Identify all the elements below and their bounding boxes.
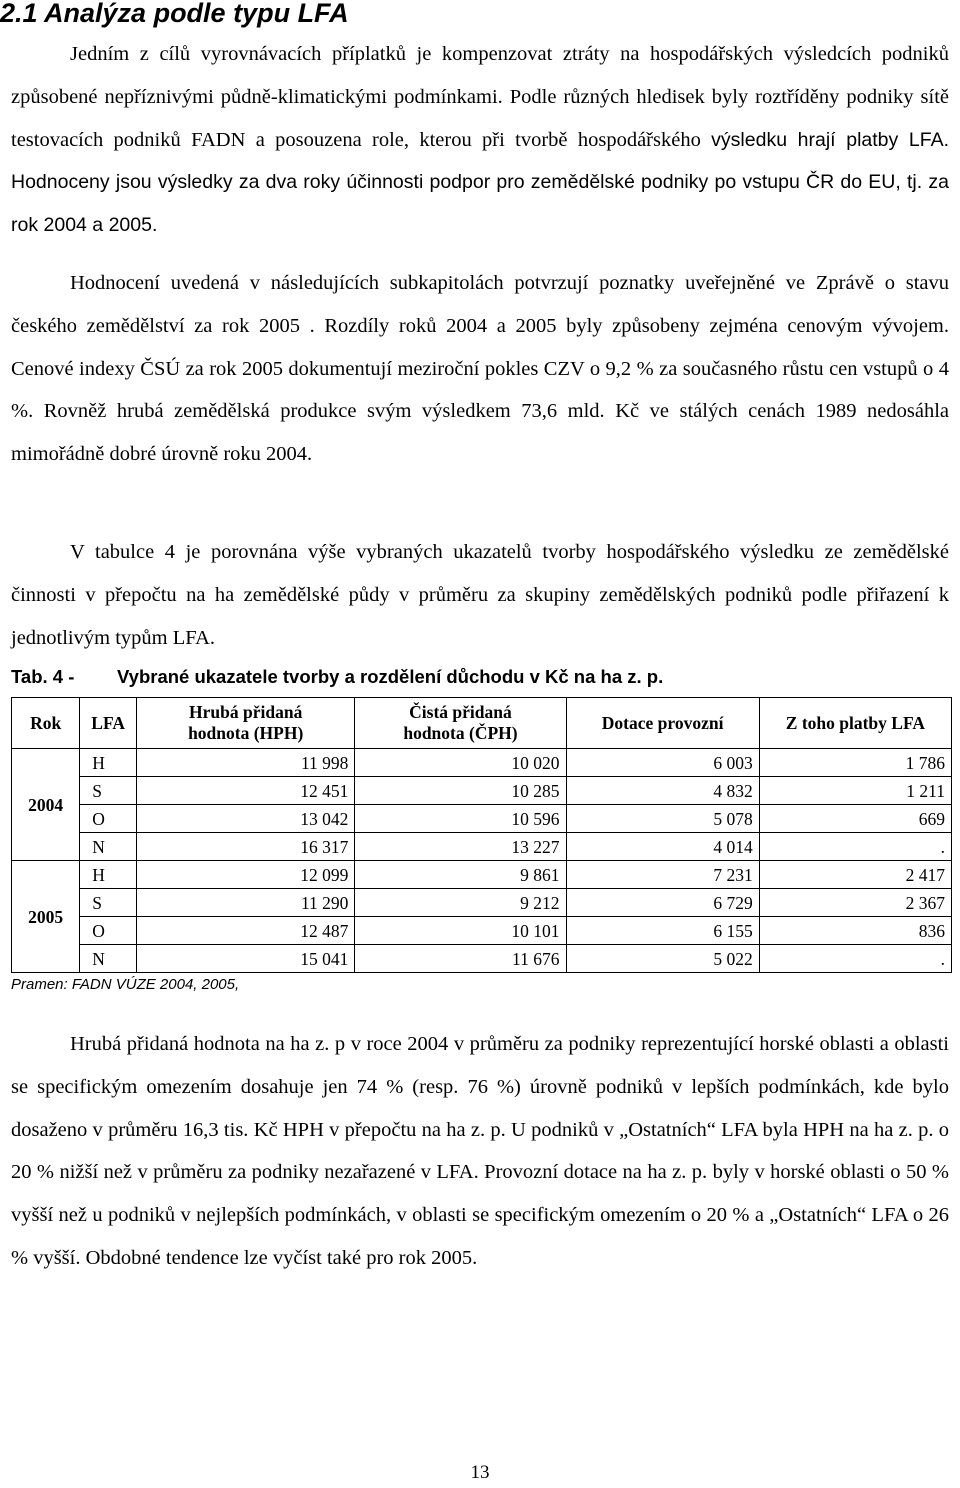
page-number: 13 xyxy=(470,1462,490,1483)
cph-cell: 11 676 xyxy=(355,945,566,973)
platby-cell: 836 xyxy=(759,917,951,945)
lfa-cell: O xyxy=(80,805,137,833)
hph-cell: 12 099 xyxy=(136,861,354,889)
hph-cell: 15 041 xyxy=(136,945,354,973)
hph-cell: 12 451 xyxy=(136,777,354,805)
table-row xyxy=(12,945,952,973)
cph-cell: 10 101 xyxy=(355,917,566,945)
lfa-cell: H xyxy=(80,749,137,777)
year-cell: 2004 xyxy=(12,749,80,861)
dotace-cell: 4 832 xyxy=(566,777,759,805)
cph-cell: 10 285 xyxy=(355,777,566,805)
header-platby: Z toho platby LFA xyxy=(759,698,951,749)
table-row xyxy=(12,889,952,917)
table-header-row xyxy=(12,698,952,749)
lfa-indicators-table xyxy=(11,697,952,973)
dotace-cell: 5 078 xyxy=(566,805,759,833)
header-cph xyxy=(355,698,566,749)
lfa-cell: N xyxy=(80,833,137,861)
header-hph-line2: hodnota (HPH) xyxy=(188,723,304,743)
lfa-cell: H xyxy=(80,861,137,889)
dotace-cell: 5 022 xyxy=(566,945,759,973)
cph-cell: 10 596 xyxy=(355,805,566,833)
header-hph xyxy=(136,698,354,749)
paragraph-table-intro: V tabulce 4 je porovnána výše vybraných ukazatelů tvorby hospodářského výsledku ze zemědělské činnosti v přepočtu na ha zemědělské půdy v průměru za skupiny zemědělských podniků podle přiřazení k jednotlivým typům LFA. xyxy=(11,541,949,649)
header-cph-line1: Čistá přidaná xyxy=(409,702,512,722)
platby-cell: 1 786 xyxy=(759,749,951,777)
platby-cell: 2 367 xyxy=(759,889,951,917)
cph-cell: 13 227 xyxy=(355,833,566,861)
lfa-cell: S xyxy=(80,889,137,917)
dotace-cell: 4 014 xyxy=(566,833,759,861)
dotace-cell: 6 003 xyxy=(566,749,759,777)
lfa-cell: O xyxy=(80,917,137,945)
year-cell: 2005 xyxy=(12,861,80,973)
header-rok: Rok xyxy=(12,698,80,749)
table-row xyxy=(12,917,952,945)
hph-cell: 13 042 xyxy=(136,805,354,833)
table-row xyxy=(12,833,952,861)
paragraph-intro xyxy=(11,33,949,247)
header-hph-line1: Hrubá přidaná xyxy=(189,702,303,722)
table-caption xyxy=(11,666,664,688)
cph-cell: 9 861 xyxy=(355,861,566,889)
header-lfa: LFA xyxy=(80,698,137,749)
paragraph-analysis: Hrubá přidaná hodnota na ha z. p v roce 2004 v průměru za podniky reprezentující horské oblasti a oblasti se specifickým omezením dosahuje jen 74 % (resp. 76 %) úrovně podniků v lepších podmínkách, kde bylo dosaženo v průměru 16,3 tis. Kč HPH v přepočtu na ha z. p. U podniků v „Ostatních“ LFA byla HPH na ha z. p. o 20 % nižší než v průměru za podniky nezařazené v LFA. Provozní dotace na ha z. p. byly v horské oblasti o 50 % vyšší než u podniků v nejlepších podmínkách, v oblasti se specifickým omezením o 20 % a „Ostatních“ LFA o 26 % vyšší. Obdobné tendence lze vyčíst také pro rok 2005. xyxy=(11,1033,949,1269)
paragraph-intro-part1: Jedním z cílů vyrovnávacích příplatků je kompenzovat ztráty na hospodářských výsledcích podniků způsobené nepříznivými půdně-klimatickými podmínkami. Podle různých hledisek byly roztříděny podniky sítě testovacích podniků FADN a posouzena role, kterou při tvorbě hospodářského xyxy=(11,43,949,151)
header-cph-line2: hodnota (ČPH) xyxy=(403,723,518,743)
hph-cell: 11 290 xyxy=(136,889,354,917)
hph-cell: 12 487 xyxy=(136,917,354,945)
platby-cell: 2 417 xyxy=(759,861,951,889)
header-dotace: Dotace provozní xyxy=(566,698,759,749)
table-row xyxy=(12,777,952,805)
lfa-cell: N xyxy=(80,945,137,973)
platby-cell: . xyxy=(759,833,951,861)
platby-cell: 1 211 xyxy=(759,777,951,805)
lfa-cell: S xyxy=(80,777,137,805)
dotace-cell: 6 729 xyxy=(566,889,759,917)
table-caption-title: Vybrané ukazatele tvorby a rozdělení důchodu v Kč na ha z. p. xyxy=(117,666,664,687)
table-row xyxy=(12,749,952,777)
section-heading: 2.1 Analýza podle typu LFA xyxy=(0,0,349,28)
cph-cell: 9 212 xyxy=(355,889,566,917)
table-source: Pramen: FADN VÚZE 2004, 2005, xyxy=(11,976,240,993)
paragraph-intro-part2: výsledku hrají platby LFA. Hodnoceny jsou výsledky za dva roky účinnosti podpor pro zemědělské podniky po vstupu ČR do EU, tj. za rok 2004 a 2005. xyxy=(11,128,949,237)
paragraph-evaluation: Hodnocení uvedená v následujících subkapitolách potvrzují poznatky uveřejněné ve Zprávě o stavu českého zemědělství za rok 2005 . Rozdíly roků 2004 a 2005 byly způsobeny zejména cenovým vývojem. Cenové indexy ČSÚ za rok 2005 dokumentují meziroční pokles CZV o 9,2 % za současného růstu cen vstupů o 4 %. Rovněž hrubá zemědělská produkce svým výsledkem 73,6 mld. Kč ve stálých cenách 1989 nedosáhla mimořádně dobré úrovně roku 2004. xyxy=(11,272,949,466)
platby-cell: 669 xyxy=(759,805,951,833)
table-row xyxy=(12,805,952,833)
table-row xyxy=(12,861,952,889)
dotace-cell: 6 155 xyxy=(566,917,759,945)
dotace-cell: 7 231 xyxy=(566,861,759,889)
cph-cell: 10 020 xyxy=(355,749,566,777)
hph-cell: 11 998 xyxy=(136,749,354,777)
platby-cell: . xyxy=(759,945,951,973)
table-caption-number: Tab. 4 - xyxy=(11,666,75,687)
hph-cell: 16 317 xyxy=(136,833,354,861)
